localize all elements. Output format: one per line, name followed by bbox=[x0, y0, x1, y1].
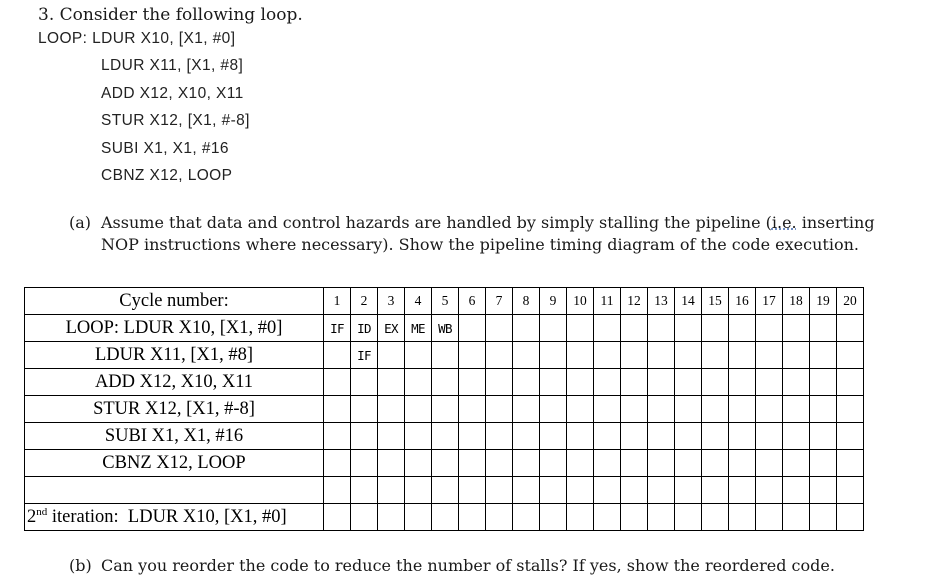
stage-cell[interactable] bbox=[486, 504, 513, 531]
instruction-label: STUR X12, [X1, #-8] bbox=[25, 396, 324, 423]
code-line: LOOP: LDUR X10, [X1, #0] bbox=[38, 30, 236, 47]
code-line: ADD X12, X10, X11 bbox=[101, 85, 244, 102]
stage-cell[interactable] bbox=[324, 342, 351, 369]
table-row bbox=[25, 342, 864, 369]
stage-cell[interactable] bbox=[513, 450, 540, 477]
stage-cell[interactable] bbox=[729, 369, 756, 396]
stage-cell[interactable] bbox=[729, 396, 756, 423]
stage-cell[interactable] bbox=[648, 342, 675, 369]
stage-cell[interactable] bbox=[702, 423, 729, 450]
stage-cell[interactable] bbox=[783, 396, 810, 423]
stage-cell[interactable] bbox=[810, 342, 837, 369]
stage-cell[interactable] bbox=[432, 342, 459, 369]
stage-cell[interactable] bbox=[702, 396, 729, 423]
stage-cell[interactable] bbox=[837, 315, 864, 342]
code-line: SUBI X1, X1, #16 bbox=[101, 140, 229, 157]
stage-cell[interactable] bbox=[459, 342, 486, 369]
stage-cell[interactable] bbox=[459, 315, 486, 342]
stage-cell[interactable] bbox=[675, 423, 702, 450]
table-row bbox=[25, 369, 864, 396]
stage-cell[interactable] bbox=[351, 369, 378, 396]
stage-cell[interactable] bbox=[540, 423, 567, 450]
cycle-number: 19 bbox=[810, 288, 837, 315]
stage-cell[interactable] bbox=[837, 396, 864, 423]
stage-cell[interactable] bbox=[810, 477, 837, 504]
instruction-label: LDUR X11, [X1, #8] bbox=[25, 342, 324, 369]
stage-cell[interactable] bbox=[567, 450, 594, 477]
stage-cell[interactable] bbox=[567, 315, 594, 342]
stage-cell[interactable] bbox=[837, 504, 864, 531]
stage-cell[interactable] bbox=[756, 369, 783, 396]
stage-cell[interactable] bbox=[702, 315, 729, 342]
cycle-number: 7 bbox=[486, 288, 513, 315]
stage-cell[interactable] bbox=[648, 315, 675, 342]
second-iteration-text: iteration: LDUR X10, [X1, #0] bbox=[47, 507, 287, 528]
stage-cell[interactable] bbox=[783, 450, 810, 477]
stage-cell[interactable] bbox=[513, 315, 540, 342]
stage-cell[interactable] bbox=[351, 477, 378, 504]
part-a-text-line1 bbox=[101, 213, 875, 232]
stage-cell[interactable] bbox=[783, 504, 810, 531]
stage-cell[interactable] bbox=[783, 315, 810, 342]
stage-cell[interactable] bbox=[810, 450, 837, 477]
stage-cell[interactable] bbox=[783, 342, 810, 369]
stage-cell[interactable] bbox=[675, 477, 702, 504]
second-iteration-ordinal: 2 bbox=[27, 507, 37, 528]
stage-cell[interactable] bbox=[648, 396, 675, 423]
stage-cell[interactable] bbox=[648, 369, 675, 396]
stage-cell[interactable] bbox=[432, 504, 459, 531]
stage-cell[interactable] bbox=[621, 423, 648, 450]
stage-cell[interactable]: ID bbox=[351, 315, 378, 342]
stage-cell[interactable] bbox=[405, 369, 432, 396]
stage-cell[interactable] bbox=[459, 369, 486, 396]
stage-cell[interactable] bbox=[702, 504, 729, 531]
table-row bbox=[25, 396, 864, 423]
stage-cell[interactable] bbox=[675, 450, 702, 477]
cycle-number: 18 bbox=[783, 288, 810, 315]
stage-cell[interactable] bbox=[486, 315, 513, 342]
cycle-number: 14 bbox=[675, 288, 702, 315]
stage-cell[interactable] bbox=[459, 477, 486, 504]
table-header-row bbox=[25, 288, 864, 315]
cycle-number: 3 bbox=[378, 288, 405, 315]
stage-cell[interactable] bbox=[513, 423, 540, 450]
stage-cell[interactable] bbox=[594, 369, 621, 396]
stage-cell[interactable] bbox=[621, 450, 648, 477]
stage-cell[interactable] bbox=[567, 423, 594, 450]
stage-cell[interactable] bbox=[783, 423, 810, 450]
cycle-number: 2 bbox=[351, 288, 378, 315]
stage-cell[interactable] bbox=[810, 423, 837, 450]
stage-cell[interactable] bbox=[540, 477, 567, 504]
stage-cell[interactable] bbox=[729, 450, 756, 477]
stage-cell[interactable] bbox=[432, 423, 459, 450]
stage-cell[interactable] bbox=[513, 477, 540, 504]
stage-cell[interactable] bbox=[378, 369, 405, 396]
stage-cell[interactable] bbox=[810, 396, 837, 423]
part-a-text-line2: NOP instructions where necessary). Show the pipeline timing diagram of the code execution. bbox=[101, 235, 859, 254]
stage-cell[interactable] bbox=[324, 369, 351, 396]
stage-cell[interactable] bbox=[324, 423, 351, 450]
stage-cell[interactable] bbox=[783, 477, 810, 504]
stage-cell[interactable] bbox=[567, 369, 594, 396]
cycle-number: 8 bbox=[513, 288, 540, 315]
cycle-number: 1 bbox=[324, 288, 351, 315]
stage-cell[interactable] bbox=[756, 477, 783, 504]
cycle-number: 13 bbox=[648, 288, 675, 315]
stage-cell[interactable] bbox=[729, 423, 756, 450]
stage-cell[interactable] bbox=[675, 342, 702, 369]
stage-cell[interactable] bbox=[810, 369, 837, 396]
stage-cell[interactable] bbox=[756, 504, 783, 531]
stage-cell[interactable] bbox=[621, 504, 648, 531]
stage-cell[interactable] bbox=[540, 315, 567, 342]
stage-cell[interactable] bbox=[567, 477, 594, 504]
stage-cell[interactable] bbox=[459, 504, 486, 531]
stage-cell[interactable] bbox=[405, 450, 432, 477]
stage-cell[interactable] bbox=[540, 369, 567, 396]
stage-cell[interactable] bbox=[405, 342, 432, 369]
stage-cell[interactable] bbox=[378, 504, 405, 531]
stage-cell[interactable] bbox=[540, 504, 567, 531]
stage-cell[interactable] bbox=[621, 369, 648, 396]
stage-cell[interactable] bbox=[675, 315, 702, 342]
stage-cell[interactable] bbox=[756, 423, 783, 450]
stage-cell[interactable] bbox=[594, 504, 621, 531]
second-iteration-label bbox=[25, 504, 324, 531]
stage-cell[interactable]: WB bbox=[432, 315, 459, 342]
stage-cell[interactable] bbox=[675, 396, 702, 423]
stage-cell[interactable] bbox=[405, 504, 432, 531]
stage-cell[interactable] bbox=[540, 450, 567, 477]
stage-cell[interactable] bbox=[513, 342, 540, 369]
instruction-label: SUBI X1, X1, #16 bbox=[25, 423, 324, 450]
question-title: 3. Consider the following loop. bbox=[38, 5, 303, 25]
stage-cell[interactable] bbox=[648, 423, 675, 450]
stage-cell[interactable] bbox=[675, 369, 702, 396]
stage-cell[interactable] bbox=[594, 450, 621, 477]
cycle-number: 11 bbox=[594, 288, 621, 315]
stage-cell[interactable] bbox=[810, 315, 837, 342]
stage-cell[interactable] bbox=[702, 450, 729, 477]
cycle-number: 12 bbox=[621, 288, 648, 315]
stage-cell[interactable] bbox=[513, 396, 540, 423]
stage-cell[interactable] bbox=[324, 477, 351, 504]
stage-cell[interactable] bbox=[486, 369, 513, 396]
stage-cell[interactable] bbox=[594, 315, 621, 342]
stage-cell[interactable] bbox=[648, 450, 675, 477]
stage-cell[interactable] bbox=[756, 315, 783, 342]
stage-cell[interactable] bbox=[756, 342, 783, 369]
stage-cell[interactable]: EX bbox=[378, 315, 405, 342]
stage-cell[interactable] bbox=[837, 369, 864, 396]
cycle-number: 9 bbox=[540, 288, 567, 315]
stage-cell[interactable] bbox=[405, 477, 432, 504]
stage-cell[interactable] bbox=[702, 369, 729, 396]
cycle-number: 4 bbox=[405, 288, 432, 315]
code-line: LDUR X11, [X1, #8] bbox=[101, 57, 244, 74]
stage-cell[interactable] bbox=[378, 396, 405, 423]
stage-cell[interactable] bbox=[648, 504, 675, 531]
second-iteration-sup: nd bbox=[36, 505, 48, 518]
stage-cell[interactable] bbox=[621, 342, 648, 369]
stage-cell[interactable] bbox=[594, 423, 621, 450]
instruction-label: ADD X12, X10, X11 bbox=[25, 369, 324, 396]
ie-abbrev: i.e. bbox=[771, 213, 797, 232]
stage-cell[interactable] bbox=[486, 342, 513, 369]
part-a-label: (a) bbox=[69, 213, 92, 232]
stage-cell[interactable] bbox=[378, 477, 405, 504]
stage-cell[interactable] bbox=[540, 396, 567, 423]
stage-cell[interactable] bbox=[729, 315, 756, 342]
part-b-text: Can you reorder the code to reduce the number of stalls? If yes, show the reordered code. bbox=[101, 556, 835, 575]
stage-cell[interactable] bbox=[351, 504, 378, 531]
stage-cell[interactable] bbox=[648, 477, 675, 504]
stage-cell[interactable] bbox=[729, 342, 756, 369]
stage-cell[interactable] bbox=[702, 342, 729, 369]
stage-cell[interactable] bbox=[378, 450, 405, 477]
stage-cell[interactable] bbox=[729, 504, 756, 531]
stage-cell[interactable] bbox=[837, 477, 864, 504]
table-row bbox=[25, 423, 864, 450]
stage-cell[interactable] bbox=[837, 450, 864, 477]
stage-cell[interactable] bbox=[675, 504, 702, 531]
stage-cell[interactable] bbox=[621, 315, 648, 342]
stage-cell[interactable] bbox=[324, 504, 351, 531]
part-a-text-pre: Assume that data and control hazards are handled by simply stalling the pipeline ( bbox=[101, 213, 772, 232]
stage-cell[interactable]: IF bbox=[324, 315, 351, 342]
stage-cell[interactable] bbox=[432, 369, 459, 396]
table-row bbox=[25, 450, 864, 477]
stage-cell[interactable] bbox=[837, 342, 864, 369]
stage-cell[interactable] bbox=[567, 396, 594, 423]
cycle-number: 15 bbox=[702, 288, 729, 315]
stage-cell[interactable] bbox=[567, 342, 594, 369]
pipeline-timing-table bbox=[24, 287, 864, 531]
cycle-number-label: Cycle number: bbox=[25, 288, 324, 315]
stage-cell[interactable] bbox=[459, 450, 486, 477]
stage-cell[interactable] bbox=[324, 450, 351, 477]
stage-cell[interactable] bbox=[810, 504, 837, 531]
instruction-label bbox=[25, 477, 324, 504]
code-line: CBNZ X12, LOOP bbox=[101, 167, 233, 184]
cycle-number: 5 bbox=[432, 288, 459, 315]
stage-cell[interactable] bbox=[513, 504, 540, 531]
stage-cell[interactable] bbox=[594, 396, 621, 423]
part-b-label: (b) bbox=[69, 556, 92, 575]
stage-cell[interactable] bbox=[432, 450, 459, 477]
stage-cell[interactable] bbox=[486, 450, 513, 477]
table-row bbox=[25, 315, 864, 342]
stage-cell[interactable]: ME bbox=[405, 315, 432, 342]
stage-cell[interactable] bbox=[459, 396, 486, 423]
stage-cell[interactable] bbox=[729, 477, 756, 504]
stage-cell[interactable] bbox=[405, 423, 432, 450]
stage-cell[interactable] bbox=[756, 396, 783, 423]
stage-cell[interactable] bbox=[486, 396, 513, 423]
stage-cell[interactable] bbox=[351, 396, 378, 423]
table-row bbox=[25, 477, 864, 504]
instruction-label: LOOP: LDUR X10, [X1, #0] bbox=[25, 315, 324, 342]
code-line: STUR X12, [X1, #-8] bbox=[101, 112, 250, 129]
cycle-number: 10 bbox=[567, 288, 594, 315]
stage-cell[interactable] bbox=[513, 369, 540, 396]
stage-cell[interactable] bbox=[432, 396, 459, 423]
stage-cell[interactable] bbox=[432, 477, 459, 504]
stage-cell[interactable] bbox=[378, 423, 405, 450]
stage-cell[interactable] bbox=[621, 396, 648, 423]
stage-cell[interactable] bbox=[324, 396, 351, 423]
stage-cell[interactable] bbox=[783, 369, 810, 396]
stage-cell[interactable] bbox=[837, 423, 864, 450]
stage-cell[interactable]: IF bbox=[351, 342, 378, 369]
stage-cell[interactable] bbox=[702, 477, 729, 504]
instruction-label: CBNZ X12, LOOP bbox=[25, 450, 324, 477]
stage-cell[interactable] bbox=[378, 342, 405, 369]
stage-cell[interactable] bbox=[567, 504, 594, 531]
stage-cell[interactable] bbox=[405, 396, 432, 423]
stage-cell[interactable] bbox=[351, 423, 378, 450]
stage-cell[interactable] bbox=[594, 342, 621, 369]
stage-cell[interactable] bbox=[540, 342, 567, 369]
cycle-number: 6 bbox=[459, 288, 486, 315]
stage-cell[interactable] bbox=[756, 450, 783, 477]
cycle-number: 17 bbox=[756, 288, 783, 315]
stage-cell[interactable] bbox=[486, 477, 513, 504]
stage-cell[interactable] bbox=[486, 423, 513, 450]
part-a-text-post: inserting bbox=[796, 213, 875, 232]
stage-cell[interactable] bbox=[621, 477, 648, 504]
cycle-number: 16 bbox=[729, 288, 756, 315]
stage-cell[interactable] bbox=[459, 423, 486, 450]
stage-cell[interactable] bbox=[594, 477, 621, 504]
cycle-number: 20 bbox=[837, 288, 864, 315]
table-row-second-iteration bbox=[25, 504, 864, 531]
stage-cell[interactable] bbox=[351, 450, 378, 477]
